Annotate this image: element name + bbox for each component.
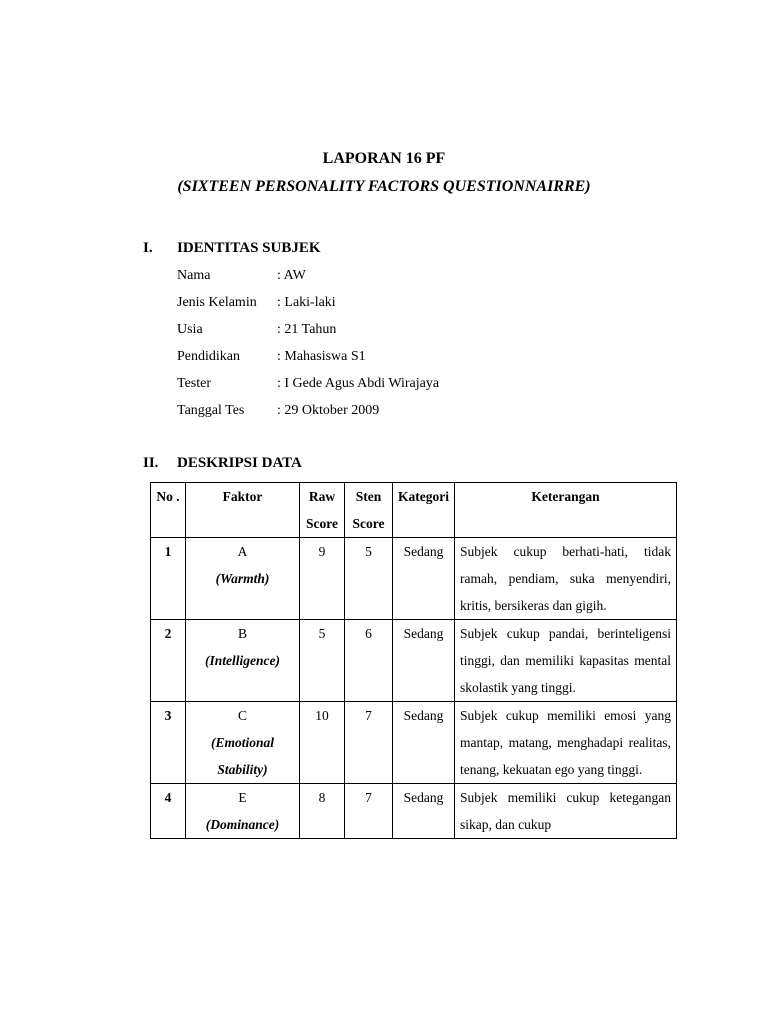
row-faktor bbox=[186, 702, 300, 784]
row-raw-score: 9 bbox=[300, 538, 345, 620]
row-sten-score: 5 bbox=[345, 538, 393, 620]
report-title: LAPORAN 16 PF bbox=[322, 150, 446, 167]
section-identity-heading bbox=[143, 240, 321, 257]
row-no: 1 bbox=[151, 538, 186, 620]
identity-row-tester bbox=[177, 376, 439, 396]
row-no: 3 bbox=[151, 702, 186, 784]
identity-value: : 21 Tahun bbox=[277, 322, 337, 337]
identity-value: : AW bbox=[277, 268, 306, 283]
row-faktor bbox=[186, 538, 300, 620]
table-header-row bbox=[151, 483, 677, 538]
factor-letter: E bbox=[238, 790, 247, 805]
identity-value: : I Gede Agus Abdi Wirajaya bbox=[277, 376, 440, 391]
row-sten-score: 6 bbox=[345, 620, 393, 702]
row-keterangan: Subjek cukup memiliki emosi yang mantap, matang, menghadapi realitas, tenang, kekuatan ego yang tinggi. bbox=[455, 702, 677, 784]
table-row bbox=[151, 538, 677, 620]
factor-letter: C bbox=[237, 708, 247, 723]
identity-row-tanggal-tes bbox=[177, 403, 379, 423]
identity-row-pendidikan bbox=[177, 349, 366, 369]
header-raw-score: Raw Score bbox=[300, 483, 345, 538]
header-kategori: Kategori bbox=[393, 483, 455, 538]
row-raw-score: 5 bbox=[300, 620, 345, 702]
row-raw-score: 8 bbox=[300, 784, 345, 839]
report-subtitle: (SIXTEEN PERSONALITY FACTORS QUESTIONNAIRRE) bbox=[177, 178, 591, 195]
table-row bbox=[151, 620, 677, 702]
table-row bbox=[151, 702, 677, 784]
row-faktor bbox=[186, 620, 300, 702]
row-kategori: Sedang bbox=[393, 784, 455, 839]
section-title: DESKRIPSI DATA bbox=[177, 455, 302, 471]
row-kategori: Sedang bbox=[393, 620, 455, 702]
section-number: II. bbox=[143, 455, 159, 471]
row-no: 4 bbox=[151, 784, 186, 839]
factor-letter: A bbox=[237, 544, 248, 559]
row-sten-score: 7 bbox=[345, 702, 393, 784]
identity-row-usia bbox=[177, 322, 336, 342]
header-no: No . bbox=[151, 483, 186, 538]
header-sten-score: Sten Score bbox=[345, 483, 393, 538]
header-faktor: Faktor bbox=[186, 483, 300, 538]
factor-name: (Warmth) bbox=[215, 571, 270, 586]
identity-label: Pendidikan bbox=[177, 349, 240, 364]
row-keterangan: Subjek cukup berhati-hati, tidak ramah, pendiam, suka menyendiri, kritis, bersikeras dan gigih. bbox=[455, 538, 677, 620]
identity-label: Usia bbox=[177, 322, 203, 337]
header-keterangan: Keterangan bbox=[455, 483, 677, 538]
table-row bbox=[151, 784, 677, 839]
identity-value: : Mahasiswa S1 bbox=[277, 349, 366, 364]
row-sten-score: 7 bbox=[345, 784, 393, 839]
row-no: 2 bbox=[151, 620, 186, 702]
factor-name: (Dominance) bbox=[205, 817, 280, 832]
section-data-heading bbox=[143, 455, 302, 472]
identity-label: Nama bbox=[177, 268, 211, 283]
row-faktor bbox=[186, 784, 300, 839]
identity-label: Jenis Kelamin bbox=[177, 295, 257, 310]
identity-row-nama bbox=[177, 268, 306, 288]
section-number: I. bbox=[143, 240, 153, 256]
section-title: IDENTITAS SUBJEK bbox=[177, 240, 321, 256]
identity-value: : Laki-laki bbox=[277, 295, 336, 310]
factor-name: (Emotional Stability) bbox=[210, 735, 274, 777]
identity-label: Tester bbox=[177, 376, 212, 391]
identity-value: : 29 Oktober 2009 bbox=[277, 403, 380, 418]
row-raw-score: 10 bbox=[300, 702, 345, 784]
factor-letter: B bbox=[237, 626, 247, 641]
row-kategori: Sedang bbox=[393, 702, 455, 784]
data-table bbox=[150, 482, 677, 839]
row-keterangan: Subjek memiliki cukup ketegangan sikap, dan cukup bbox=[455, 784, 677, 839]
identity-label: Tanggal Tes bbox=[177, 403, 245, 418]
row-keterangan: Subjek cukup pandai, berinteligensi tinggi, dan memiliki kapasitas mental skolastik yang tinggi. bbox=[455, 620, 677, 702]
factor-name: (Intelligence) bbox=[205, 653, 280, 668]
row-kategori: Sedang bbox=[393, 538, 455, 620]
identity-row-jenis-kelamin bbox=[177, 295, 336, 315]
